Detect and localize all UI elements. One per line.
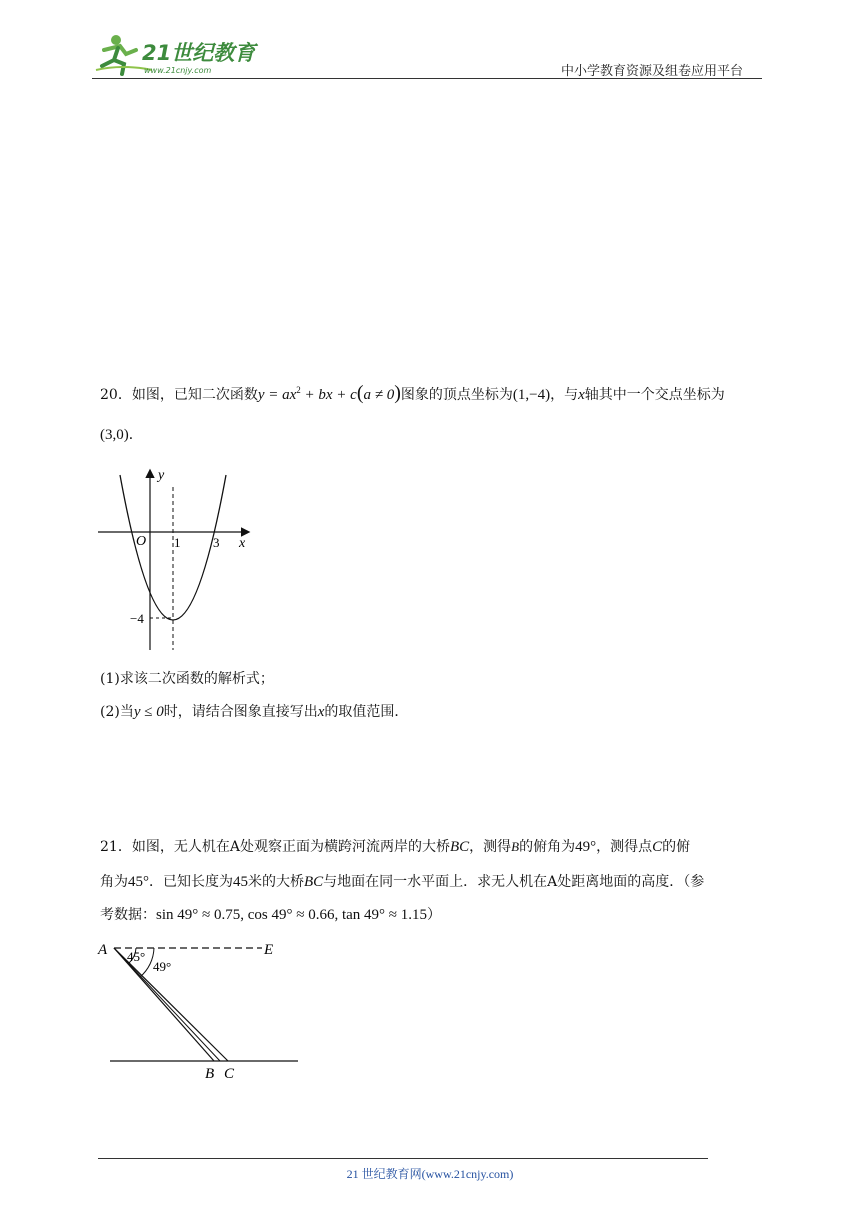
angle-49-label: 49° <box>153 959 172 974</box>
footer-divider <box>98 1158 708 1159</box>
function-expression: $y = ax^2$ + bx + c(a ≠ 0) <box>257 382 401 404</box>
point-B-label: B <box>205 1066 215 1082</box>
point-C-label: C <box>224 1066 235 1082</box>
tick-label-neg4: −4 <box>130 611 144 626</box>
question-number: 20． <box>100 387 132 403</box>
question-20-stem-line2: (3,0)． <box>100 427 143 443</box>
y-axis-label: y <box>158 468 165 483</box>
vertex-coordinate: (1,−4) <box>512 387 551 403</box>
x-axis-label: x <box>239 536 246 551</box>
question-20-part-2: (2)当y ≤ 0时，请结合图象直接写出x的取值范围． <box>100 704 409 720</box>
question-21-line-2: 角为45°．已知长度为45米的大桥BC与地面在同一水平面上．求无人机在A处距离地面的高度．（参 <box>100 874 705 890</box>
site-logo <box>92 30 262 78</box>
point-E-label: E <box>264 942 274 958</box>
tick-label-3: 3 <box>213 535 220 550</box>
question-21-line-3: 考数据：sin 49° ≈ 0.75, cos 49° ≈ 0.66, tan 49° ≈ 1.15） <box>100 907 442 923</box>
condition: y ≤ 0 <box>133 704 164 720</box>
question-21-line-1: 21．如图，无人机在A处观察正面为横跨河流两岸的大桥BC，测得B的俯角为49°，测得点C的俯 <box>100 839 691 855</box>
reference-data: sin 49° ≈ 0.75, cos 49° ≈ 0.66, tan 49° ≈ 1.15 <box>156 907 428 923</box>
question-20-stem: 20．如图，已知二次函数$y = ax^2$ + bx + c(a ≠ 0)图象的顶点坐标为(1,−4)，与x轴其中一个交点坐标为 <box>100 382 725 404</box>
header-divider <box>92 78 762 79</box>
angle-45-label: 45° <box>127 949 146 964</box>
tick-label-1: 1 <box>174 535 181 550</box>
question-number: 21． <box>100 839 132 855</box>
question-20-part-1: (1)求该二次函数的解析式； <box>100 671 274 687</box>
origin-label: O <box>136 534 147 549</box>
point-A-label: A <box>98 942 108 958</box>
intercept-coordinate: (3,0) <box>100 427 129 443</box>
logo-text: 21世纪教育 <box>142 41 256 65</box>
logo-url: www.21cnjy.com <box>144 66 212 75</box>
parabola-graph <box>96 465 266 655</box>
bridge-diagram <box>96 936 306 1086</box>
footer-site-link[interactable]: 21 世纪教育网(www.21cnjy.com) <box>346 1167 514 1181</box>
header-platform-text: 中小学教育资源及组卷应用平台 <box>561 64 744 79</box>
